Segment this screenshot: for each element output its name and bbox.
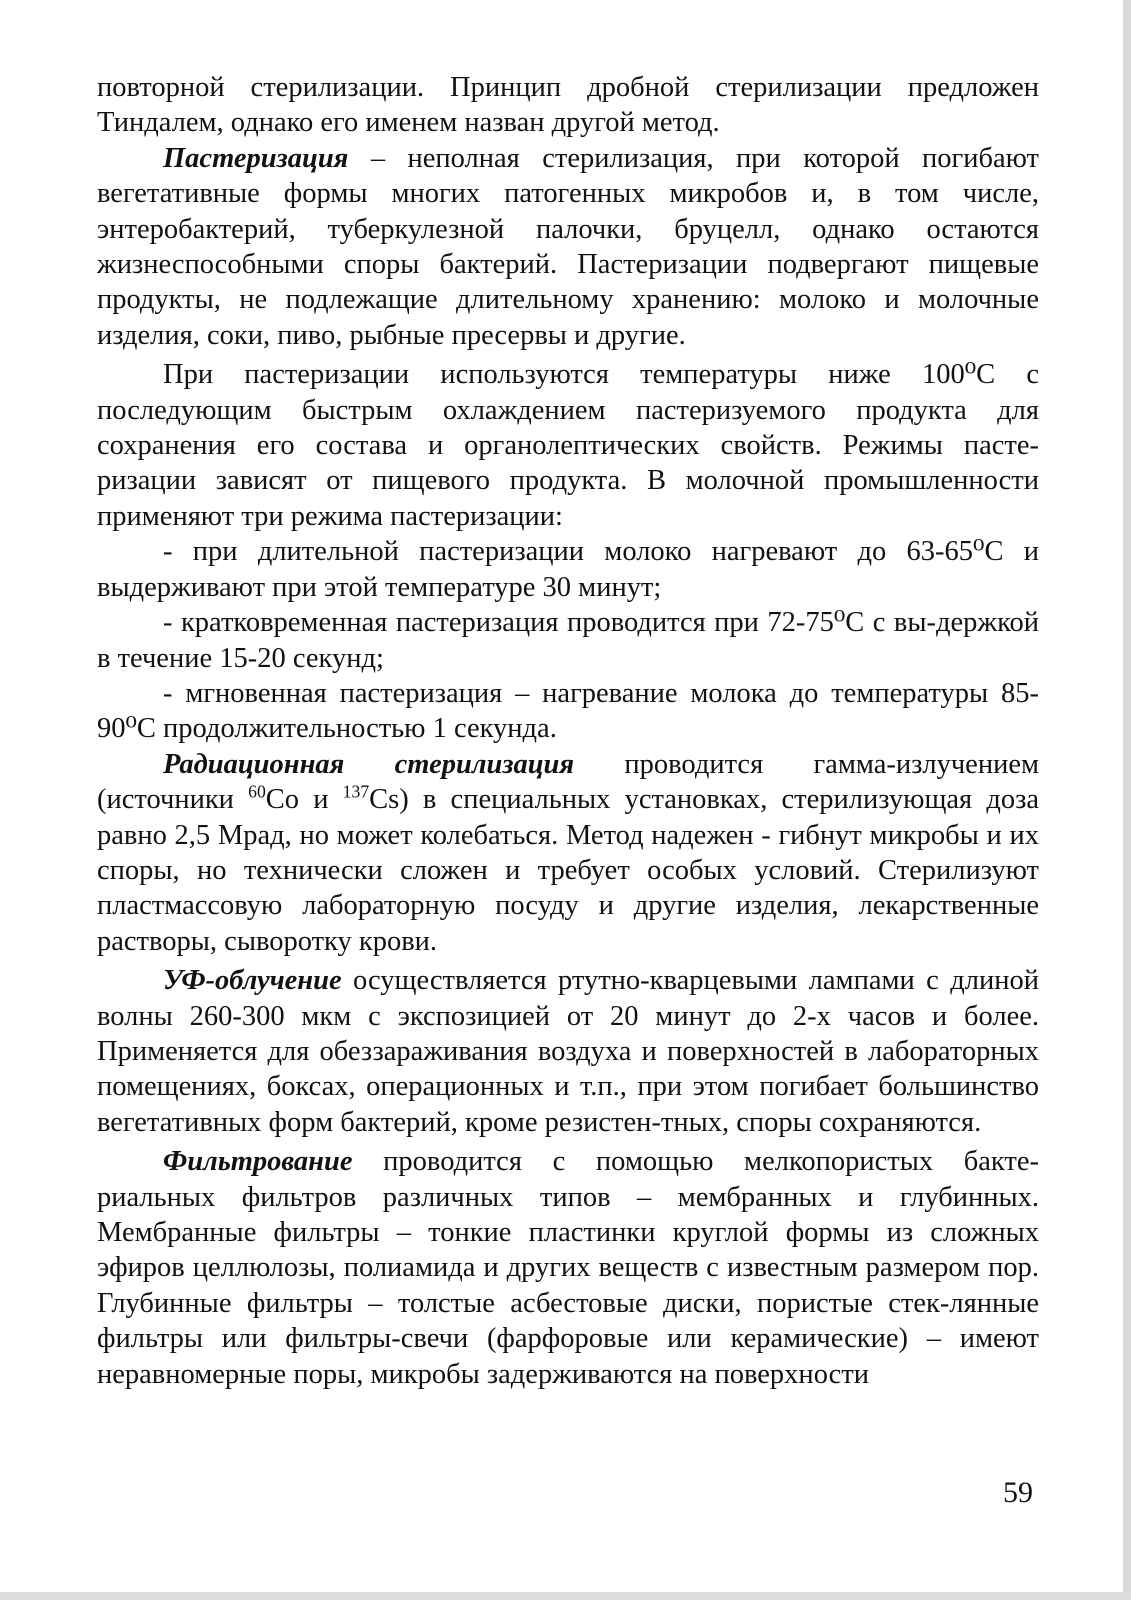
paragraph-radiation-sterilization	[97, 747, 1039, 959]
page-number: 59	[1003, 1476, 1033, 1509]
term-radiation-sterilization: Радиационная стерилизация	[163, 748, 575, 780]
text-line: и более. Применяется для обеззараживания воздуха и поверхностей	[97, 1000, 1040, 1067]
superscript-cs-isotope: 137	[342, 781, 370, 802]
text-line: повторной стерилизации. Принцип дробной стерилизации предложен	[97, 72, 1039, 103]
text-line: длиной волны 260-300 мкм с экспозицией от 20 минут до 2-х часов	[97, 965, 1039, 1032]
list-item-long-pasteurization	[97, 534, 1039, 605]
text-line: Стерилизуют пластмассовую лабораторную посуду и другие изделия,	[97, 854, 1040, 922]
text-line: изделия, соки, пиво, рыбные пресервы и другие.	[97, 319, 686, 351]
list-item-instant-pasteurization	[97, 676, 1039, 747]
scan-edge-bottom	[0, 1592, 1131, 1600]
text-line: – имеют неравномерные поры, микробы задерживаются на поверхности	[97, 1323, 1039, 1390]
text-line: микробы и их споры, но технически сложен и требует особых условий.	[97, 819, 1039, 886]
text-line: сохранения его состава и органолептических свойств. Режимы пасте-	[97, 430, 1039, 462]
text-line: 85-90⁰С продолжительностью 1 секунда.	[97, 677, 1040, 745]
text-line: продукты, не подлежащие длительному хранению: молоко и молочные	[97, 284, 1039, 316]
text-line: доза равно 2,5 Мрад, но может колебаться. Метод надежен - гибнут	[97, 784, 1040, 851]
text-line: последующим быстрым охлаждением пастеризуемого продукта для	[97, 394, 1039, 426]
text-line: лянные фильтры или фильтры-свечи (фарфоровые или керамические)	[97, 1287, 1039, 1355]
term-pasteurization: Пастеризация	[163, 142, 349, 174]
text-line: вегетативные формы многих патогенных микробов и, в том числе,	[97, 178, 1039, 210]
superscript-co-isotope: 60	[248, 781, 266, 802]
scan-edge-right	[1123, 0, 1131, 1600]
text-line: лекарственные растворы, сыворотку крови.	[97, 890, 1040, 957]
text-line: эфиров целлюлозы, полиамида и других веществ с известным размером	[97, 1252, 981, 1284]
text-line: применяют три режима пастеризации:	[97, 500, 563, 532]
text-line: осуществляется ртутно-кварцевыми лампами с	[341, 965, 939, 997]
text-line: риальных фильтров различных типов – мембранных и глубинных.	[97, 1181, 1039, 1213]
term-filtration: Фильтрование	[163, 1146, 353, 1178]
body-text	[97, 70, 1039, 1392]
text-line: в лабораторных помещениях, боксах, операционных и т.п., при этом	[97, 1035, 1040, 1103]
text-fragment: (источники	[97, 784, 249, 816]
text-line: - при длительной пастеризации молоко нагревают до 63-65⁰С и	[163, 536, 1039, 568]
paragraph-uv-irradiation	[97, 963, 1039, 1140]
list-item-short-pasteurization	[97, 605, 1039, 676]
paragraph-filtration	[97, 1144, 1039, 1392]
text-line: - кратковременная пастеризация проводится при 72-75⁰С с вы-	[163, 607, 936, 639]
text-line: жизнеспособными споры бактерий. Пастеризации подвергают пищевые	[97, 249, 1039, 281]
text-line: пор. Глубинные фильтры – толстые асбестовые диски, пористые стек-	[97, 1252, 1040, 1319]
text-line: - мгновенная пастеризация – нагревание молока до температуры	[163, 677, 989, 709]
text-line: выдерживают при этой температуре 30 минут;	[97, 571, 662, 603]
text-line: – неполная стерилизация, при которой погибают	[348, 142, 1039, 174]
text-line: проводится гамма-излучением	[574, 748, 1040, 780]
text-line: энтеробактерий, туберкулезной палочки, бруцелл, однако остаются	[97, 213, 1039, 245]
text-line: погибает большинство вегетативных форм бактерий, кроме резистен-	[97, 1071, 1040, 1138]
text-line: Мембранные фильтры – тонкие пластинки круглой формы из сложных	[97, 1217, 1039, 1248]
text-line: держкой в течение 15-20 секунд;	[97, 607, 1039, 674]
paragraph-continuation	[97, 70, 1039, 141]
text-line: При пастеризации используются температуры ниже 100⁰С с	[163, 359, 1039, 391]
paragraph-pasteurization	[97, 141, 1039, 353]
text-line: Тиндалем, однако его именем назван другой метод.	[97, 107, 720, 139]
text-fragment: Cs) в специальных установках, стерилизующая	[369, 784, 973, 816]
paragraph-pasteurization-modes	[97, 357, 1039, 534]
term-uv-irradiation: УФ-облучение	[163, 965, 342, 997]
text-line: проводится с помощью мелкопористых бакте-	[352, 1146, 1039, 1178]
text-line: ризации зависят от пищевого продукта. В молочной промышленности	[97, 465, 1039, 497]
text-fragment: Со и	[265, 784, 343, 816]
text-line: тных, споры сохраняются.	[660, 1106, 982, 1138]
